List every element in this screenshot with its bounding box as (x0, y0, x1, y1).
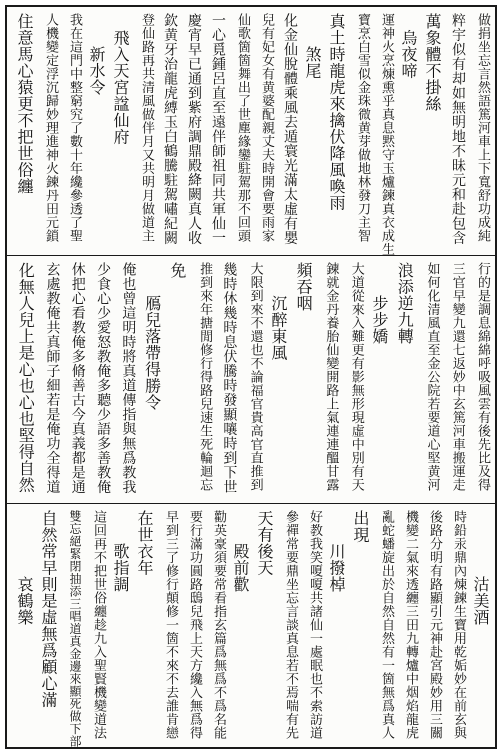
text-column: 歌指調 (111, 510, 130, 593)
text-column: 後路分明有路顯引元神赴宮殿妙用三關 (427, 510, 442, 740)
text-column: 要行滿功圓路鴟兒飛上天方纔入無爲得 (187, 510, 202, 740)
text-column: 頻吞咽 (294, 262, 314, 312)
text-column: 沉醉東風 (268, 262, 288, 361)
text-column: 做捐坐忘言然語篤河車上下寬舒功成純 (475, 13, 490, 243)
text-column: 仙歌箇箇舞出了世塵緣鑾駐駕那不回頭 (235, 13, 250, 243)
text-column: 幾時休幾時息伏騰時發顯嚷時到下世 (221, 262, 238, 494)
text-column: 烏夜啼 (399, 13, 418, 79)
text-column: 勸英豪須要常看指玄篇爲無爲不爲名能 (211, 510, 226, 740)
text-column: 好教我笑嗄嗄共諸仙一處眠也不索訪道 (307, 510, 322, 740)
text-column: 在世衣年 (135, 510, 154, 576)
text-column: 俺也曾這明時將真道傳指與無爲教我 (120, 262, 137, 494)
text-column: 天有後天 (255, 510, 274, 576)
text-column: 住意馬心猿更不把世俗纏 (15, 13, 34, 195)
text-column: 玄處教俺共真師子細若是俺功全得道 (44, 262, 61, 494)
text-column: 哀鶴樂 (15, 510, 34, 626)
scripture-page (5, 5, 497, 749)
text-column: 運神火烹煉熏乎真息黙守玉爐鍊真衣成生 (379, 13, 394, 256)
text-column: 新水令 (87, 13, 106, 96)
text-column: 浪添逆九轉 (395, 262, 415, 345)
text-column: 這回再不把世俗纏趁九入聖賢機變道法 (91, 510, 106, 740)
text-band-bottom (7, 504, 495, 752)
text-column: 欽黄牙治龍虎縛玉白鶴騰駐駕嘯紀闕 (162, 13, 178, 245)
text-band-top (7, 7, 495, 255)
text-column: 慶宵早已通到紫府調鼎殿絳闕真人收 (186, 13, 202, 245)
text-column: 兒有妃女有黄婆配親丈夫時開會要雨家 (259, 13, 274, 243)
text-column: 登仙路再共清風做伴月又共明月做道主 (139, 13, 154, 243)
text-column: 亂蛇蟠旋出於自然自然有一箇無爲真人 (379, 510, 394, 740)
text-column: 早到三了修行顛修一箇不來不去誰肯戀 (163, 510, 178, 740)
text-column: 免 (167, 262, 187, 279)
text-column: 一心覓鍾呂直至遠伴師祖同共軍仙一 (210, 13, 226, 245)
text-column: 時鉛汞鼎內煉鍊生寶用乾姤妙在前玄與 (451, 510, 466, 740)
text-column: 萬象體不掛絲 (423, 13, 442, 112)
text-column: 殿前歡 (231, 510, 250, 593)
text-band-middle (7, 256, 495, 504)
text-column: 沽美酒 (471, 510, 490, 626)
text-column: 機變二氣來透纏三田九轉爐中烟焰龍虎 (403, 510, 418, 740)
text-column: 化無人兒上是心也心也堅得自然 (16, 262, 36, 493)
text-column: 大限到來不還也不論福官貴高官直推到 (247, 262, 263, 492)
text-column: 鴈兒落帶得勝令 (142, 262, 162, 411)
text-column: 行的是調息綿綿呼吸風雲有後先比及得 (475, 262, 490, 492)
text-column: 川撥棹 (327, 510, 346, 593)
text-column: 三官早變九還七返妙中玄篤河車搬運走 (449, 262, 465, 492)
text-column: 如何化清風直至金公院若要道心堅黄河 (424, 262, 440, 492)
text-column: 休把心看教俺多脩善古今真義都是通 (69, 262, 86, 494)
text-column: 雙忘絕緊閉抽添三唱道真金邊來顯死做下部 (68, 510, 82, 748)
text-column: 大道從來入難更有影無形現虛中別有天 (348, 262, 364, 492)
text-column: 人機變定浮沉歸妙理進神火鍊丹田元鎖 (43, 13, 58, 243)
text-column: 參禪常要鼎坐忘言談真息若不焉喘有先 (283, 510, 298, 740)
text-column: 煞尾 (303, 13, 322, 79)
text-column: 化金仙脫體乘風去遁寰光滿太虛有嬰 (282, 13, 298, 245)
text-column: 我在這門中整窮究了數十年纔參透了聖 (67, 13, 82, 243)
text-column: 出現 (351, 510, 370, 543)
text-column: 自然常早則是虛無爲顧心滿 (39, 510, 58, 708)
text-column: 飛入天宮諡仙府 (111, 13, 130, 145)
text-column: 粹宇似有却如無明地不昧元和赴包含 (450, 13, 466, 245)
text-column: 寶烹白雪似金珠微黄芽做地林發刀主智 (355, 13, 370, 243)
text-column: 步步嬌 (369, 262, 389, 345)
text-column: 推到來年搪閒修行得路兒速生死輪迴忘 (197, 262, 213, 492)
text-column: 真土時龍虎來擒伏降風喚雨 (327, 13, 346, 211)
text-column: 少食心少愛怒教俺多聽少語多善教俺 (95, 262, 112, 494)
text-column: 鍊就金丹養胎仙變開路上氣連連醞甘露 (323, 262, 339, 492)
